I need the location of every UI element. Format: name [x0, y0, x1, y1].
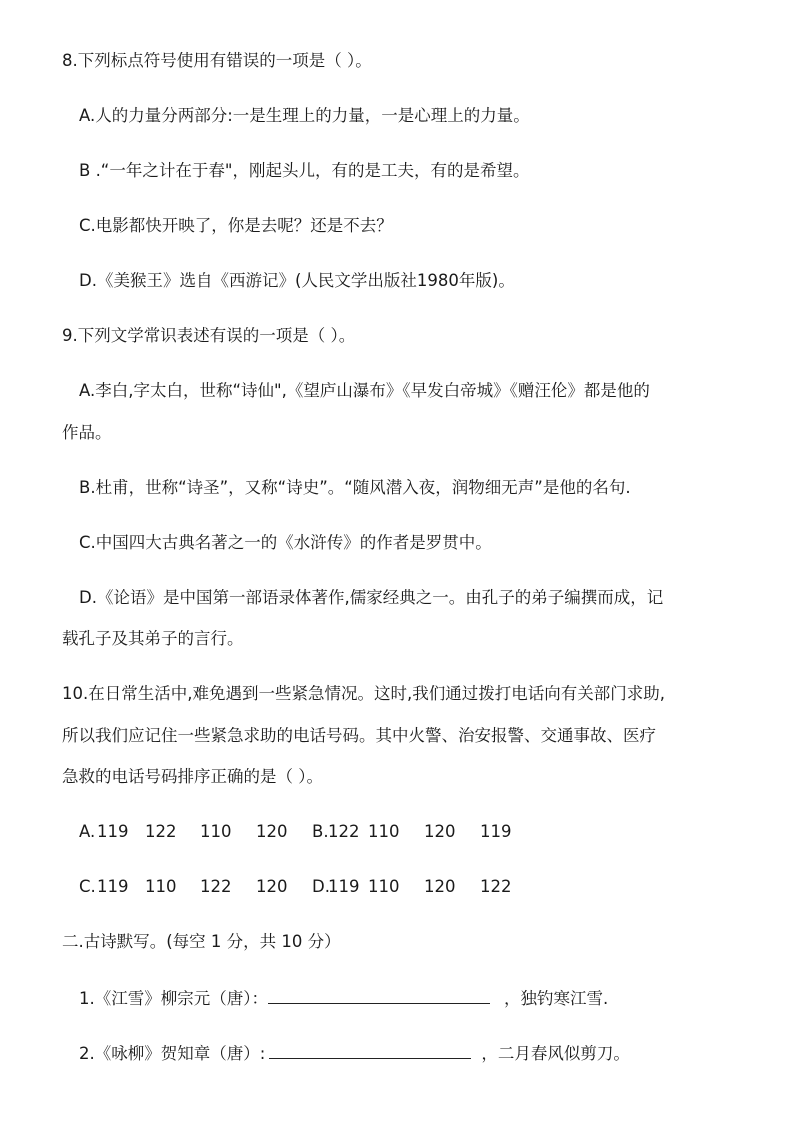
question-9-option-b: B.杜甫，世称“诗圣”，又称“诗史”。“随风潜入夜，润物细无声”是他的名句. — [79, 478, 631, 497]
poem-item-1-prefix: 1.《江雪》柳宗元（唐）： — [79, 989, 268, 1008]
question-10-option-c-num-1: 119 — [97, 877, 129, 896]
question-10-stem-line3: 急救的电话号码排序正确的是（ ）。 — [62, 767, 323, 786]
poem-item-1-suffix: ，独钓寒江雪. — [504, 989, 609, 1008]
question-10-option-d-num-3: 120 — [424, 877, 456, 896]
question-10-option-d-num-4: 122 — [480, 877, 512, 896]
question-10-option-d-label: D. — [312, 877, 330, 896]
question-10-option-c-num-4: 120 — [256, 877, 288, 896]
question-10-option-d-num-1: 119 — [328, 877, 360, 896]
poem-item-1-blank[interactable] — [268, 986, 490, 1004]
poem-item-2 — [79, 1041, 630, 1065]
question-10-option-d-num-2: 110 — [368, 877, 400, 896]
question-8-option-b: B .“一年之计在于春"，刚起头儿，有的是工夫，有的是希望。 — [79, 161, 530, 180]
question-10-option-c-num-2: 110 — [145, 877, 177, 896]
question-10-option-a-num-1: 119 — [97, 822, 129, 841]
question-10-option-a-label: A. — [79, 822, 96, 841]
question-10-option-b-label: B. — [312, 822, 329, 841]
question-9-stem: 9.下列文学常识表述有误的一项是（ ）。 — [62, 326, 356, 345]
section-2-title: 二.古诗默写。(每空 1 分，共 10 分） — [62, 932, 341, 951]
question-10-option-b-num-3: 120 — [424, 822, 456, 841]
question-10-option-a-num-2: 122 — [145, 822, 177, 841]
question-9-option-d-line1: D.《论语》是中国第一部语录体著作,儒家经典之一。由孔子的弟子编撰而成，记 — [79, 588, 664, 607]
question-9-option-a-line1: A.李白,字太白，世称“诗仙",《望庐山瀑布》《早发白帝城》《赠汪伦》都是他的 — [79, 381, 650, 400]
question-10-stem-line2: 所以我们应记住一些紧急求助的电话号码。其中火警、治安报警、交通事故、医疗 — [62, 726, 656, 745]
question-10-option-a-num-4: 120 — [256, 822, 288, 841]
question-9-option-c: C.中国四大古典名著之一的《水浒传》的作者是罗贯中。 — [79, 533, 492, 552]
poem-item-2-suffix: ，二月春风似剪刀。 — [481, 1044, 630, 1063]
poem-item-2-prefix: 2.《咏柳》贺知章（唐）: — [79, 1044, 266, 1063]
question-10-option-b-num-4: 119 — [480, 822, 512, 841]
question-10-option-b-num-2: 110 — [368, 822, 400, 841]
question-10-option-b-num-1: 122 — [328, 822, 360, 841]
question-8-stem: 8.下列标点符号使用有错误的一项是（ ）。 — [62, 51, 372, 70]
poem-item-2-blank[interactable] — [269, 1041, 471, 1059]
question-10-stem-line1: 10.在日常生活中,难免遇到一些紧急情况。这时,我们通过拨打电话向有关部门求助, — [62, 684, 665, 703]
question-9-option-a-line2: 作品。 — [62, 423, 112, 442]
question-9-option-d-line2: 载孔子及其弟子的言行。 — [62, 629, 244, 648]
question-8-option-c: C.电影都快开映了，你是去呢？还是不去？ — [79, 216, 393, 235]
question-8-option-d: D.《美猴王》选自《西游记》(人民文学出版社1980年版)。 — [79, 271, 515, 290]
question-10-option-c-label: C. — [79, 877, 96, 896]
question-10-option-c-num-3: 122 — [200, 877, 232, 896]
question-8-option-a: A.人的力量分两部分:一是生理上的力量，一是心理上的力量。 — [79, 106, 530, 125]
question-10-option-a-num-3: 110 — [200, 822, 232, 841]
poem-item-1 — [79, 986, 608, 1010]
